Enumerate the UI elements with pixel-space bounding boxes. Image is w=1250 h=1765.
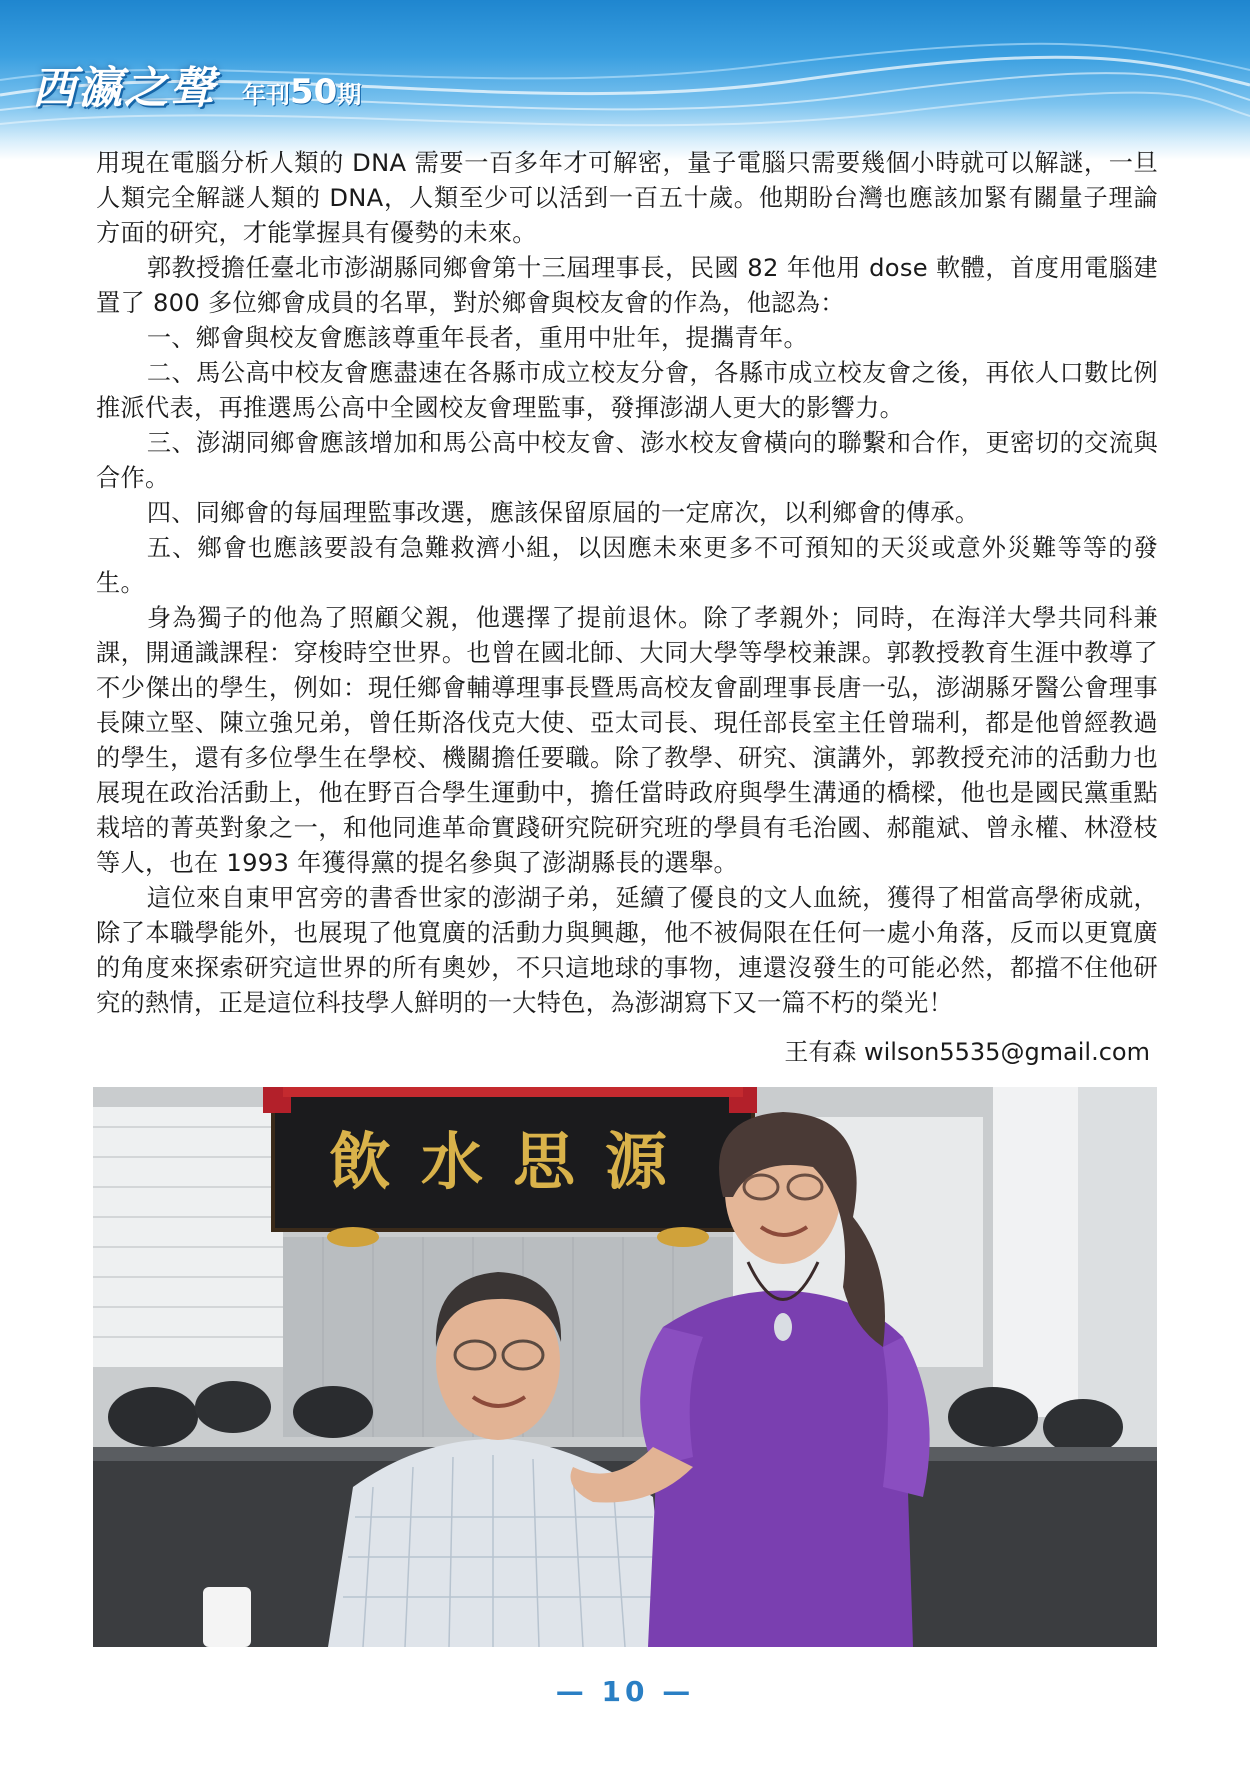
paragraph: 郭教授擔任臺北市澎湖縣同鄉會第十三屆理事長，民國 82 年他用 dose 軟體，首度用電腦建置了 800 多位鄉會成員的名單，對於鄉會與校友會的作為，他認為： — [96, 254, 1158, 317]
list-item: 一、鄉會與校友會應該尊重年長者，重用中壯年，提攜青年。 — [146, 324, 808, 352]
article-photo — [93, 1087, 1157, 1647]
list-item: 三、澎湖同鄉會應該增加和馬公高中校友會、澎水校友會橫向的聯繫和合作，更密切的交流與合作。 — [96, 429, 1158, 492]
paragraph: 這位來自東甲宮旁的書香世家的澎湖子弟，延續了優良的文人血統，獲得了相當高學術成就，除了本職學能外，也展現了他寬廣的活動力與興趣，他不被侷限在任何一處小角落，反而以更寬廣的角度來探索研究這世界的所有奧妙，不只這地球的事物，連還沒發生的可能必然，都擋不住他研究的熱情，正是這位科技學人鮮明的一大特色，為澎湖寫下又一篇不朽的榮光！ — [96, 884, 1158, 1017]
issue-prefix: 年刊 — [242, 81, 290, 109]
photo-illustration — [93, 1087, 1157, 1647]
page-number: — 10 — — [555, 1675, 695, 1708]
author-signature: 王有森 wilson5535@gmail.com — [784, 1038, 1150, 1066]
issue-number: 50 — [290, 72, 338, 112]
list-item: 五、鄉會也應該要設有急難救濟小組，以因應未來更多不可預知的天災或意外災難等等的發生。 — [96, 534, 1158, 597]
plaque-text: 飲水思源 — [328, 1125, 698, 1198]
issue-label — [242, 72, 361, 112]
magazine-header — [0, 0, 1250, 160]
magazine-title: 西瀛之聲 — [32, 63, 216, 114]
paragraph: 身為獨子的他為了照顧父親，他選擇了提前退休。除了孝親外；同時，在海洋大學共同科兼課，開通識課程：穿梭時空世界。也曾在國北師、大同大學等學校兼課。郭教授教育生涯中教導了不少傑出的學生，例如：現任鄉會輔導理事長暨馬高校友會副理事長唐一弘，澎湖縣牙醫公會理事長陳立堅、陳立強兄弟，曾任斯洛伐克大使、亞太司長、現任部長室主任曾瑞利，都是他曾經教過的學生，還有多位學生在學校、機關擔任要職。除了教學、研究、演講外，郭教授充沛的活動力也展現在政治活動上，他在野百合學生運動中，擔任當時政府與學生溝通的橋樑，他也是國民黨重點栽培的菁英對象之一，和他同進革命實踐研究院研究班的學員有毛治國、郝龍斌、曾永權、林澄枝等人，也在 1993 年獲得黨的提名參與了澎湖縣長的選舉。 — [96, 604, 1158, 877]
article-body — [96, 146, 1158, 1021]
paragraph: 用現在電腦分析人類的 DNA 需要一百多年才可解密，量子電腦只需要幾個小時就可以解謎，一旦人類完全解謎人類的 DNA，人類至少可以活到一百五十歲。他期盼台灣也應該加緊有關量子理論方面的研究，才能掌握具有優勢的未來。 — [96, 149, 1158, 247]
list-item: 二、馬公高中校友會應盡速在各縣市成立校友分會，各縣市成立校友會之後，再依人口數比例推派代表，再推選馬公高中全國校友會理監事，發揮澎湖人更大的影響力。 — [96, 359, 1158, 422]
masthead — [32, 52, 361, 116]
issue-suffix: 期 — [337, 81, 362, 109]
list-item: 四、同鄉會的每屆理監事改選，應該保留原屆的一定席次，以利鄉會的傳承。 — [146, 499, 980, 527]
